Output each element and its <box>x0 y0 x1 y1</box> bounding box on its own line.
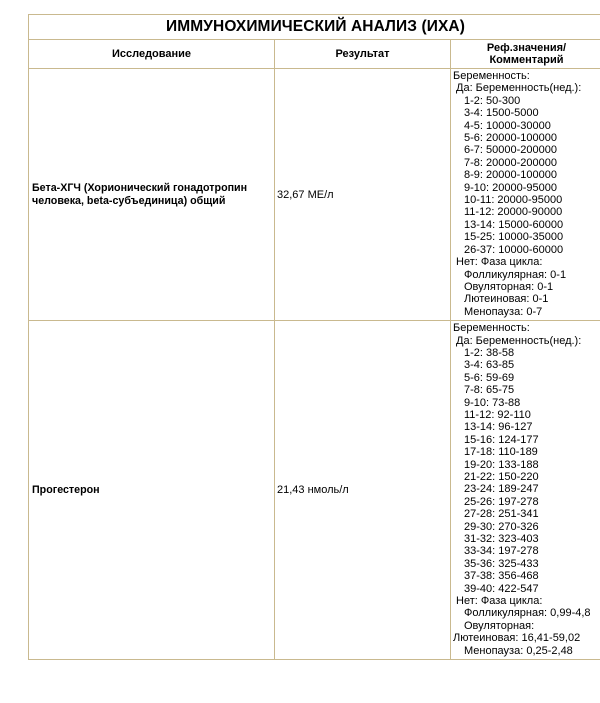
study-name-line1: Прогестерон <box>32 483 100 496</box>
study-name-line2: человека, beta-субъединица) общий <box>32 194 226 207</box>
reference-line: Менопауза: 0-7 <box>464 305 543 318</box>
reference-line: 7-8: 20000-200000 <box>464 156 557 169</box>
report-title: ИММУНОХИМИЧЕСКИЙ АНАЛИЗ (ИХА) <box>29 15 600 40</box>
header-study: Исследование <box>29 40 275 69</box>
reference-line: Нет: Фаза цикла: <box>456 256 543 269</box>
reference-line: 8-9: 20000-100000 <box>464 169 557 182</box>
reference-line: 15-16: 124-177 <box>464 433 539 446</box>
reference-line: 25-26: 197-278 <box>464 495 539 508</box>
reference-line: 11-12: 92-110 <box>464 408 531 421</box>
reference-line: Фолликулярная: 0-1 <box>464 268 567 281</box>
reference-line: Лютеиновая: 16,41-59,02 <box>453 632 581 645</box>
report-sheet <box>28 14 600 660</box>
reference-line: 13-14: 96-127 <box>464 421 533 434</box>
header-reference <box>451 40 600 69</box>
reference-line: 37-38: 356-468 <box>464 570 539 583</box>
reference-line: 13-14: 15000-60000 <box>464 218 564 231</box>
results-table <box>28 14 600 660</box>
reference-line: 9-10: 20000-95000 <box>464 181 557 194</box>
result-value: 32,67 МЕ/л <box>275 69 451 321</box>
reference-line: 9-10: 73-88 <box>464 396 521 409</box>
study-name-cell <box>29 321 275 660</box>
reference-line: Фолликулярная: 0,99-4,8 <box>464 607 591 620</box>
header-result: Результат <box>275 40 451 69</box>
reference-line: Беременность: <box>453 70 530 82</box>
reference-line: 35-36: 325-433 <box>464 557 539 570</box>
reference-line: 17-18: 110-189 <box>464 446 538 459</box>
table-row-progesterone <box>29 321 600 660</box>
result-value: 21,43 нмоль/л <box>275 321 451 660</box>
reference-line: 29-30: 270-326 <box>464 520 539 533</box>
reference-line: Да: Беременность(нед.): <box>456 82 582 95</box>
reference-line: 21-22: 150-220 <box>464 471 539 483</box>
reference-line: Овуляторная: <box>464 619 535 632</box>
reference-line: 1-2: 50-300 <box>464 94 521 107</box>
reference-line: 3-4: 1500-5000 <box>464 107 539 120</box>
reference-line: 3-4: 63-85 <box>464 359 515 372</box>
reference-line: 5-6: 20000-100000 <box>464 132 557 145</box>
reference-line: 31-32: 323-403 <box>464 533 539 546</box>
header-reference-line1: Реф.значения/ <box>486 42 567 54</box>
reference-line: Да: Беременность(нед.): <box>456 334 582 347</box>
reference-line: 11-12: 20000-90000 <box>464 206 563 219</box>
study-name-cell <box>29 69 275 321</box>
reference-line: 5-6: 59-69 <box>464 371 515 384</box>
reference-line: 15-25: 10000-35000 <box>464 231 564 244</box>
table-header-row <box>29 40 600 69</box>
reference-line: 4-5: 10000-30000 <box>464 119 551 132</box>
reference-values <box>451 321 600 660</box>
reference-line: 1-2: 38-58 <box>464 346 515 359</box>
reference-line: 26-37: 10000-60000 <box>464 243 564 256</box>
reference-line: 6-7: 50000-200000 <box>464 144 557 157</box>
reference-line: Овуляторная: 0-1 <box>464 280 554 293</box>
reference-line: 10-11: 20000-95000 <box>464 194 563 207</box>
reference-line: 27-28: 251-341 <box>464 508 539 521</box>
reference-line: Лютеиновая: 0-1 <box>464 293 549 306</box>
reference-line: 39-40: 422-547 <box>464 582 539 595</box>
reference-line: 19-20: 133-188 <box>464 458 539 471</box>
reference-line: Нет: Фаза цикла: <box>456 595 543 608</box>
reference-line: 33-34: 197-278 <box>464 545 539 558</box>
reference-line: 7-8: 65-75 <box>464 384 515 397</box>
study-name-line1: Бета-ХГЧ (Хорионический гонадотропин <box>32 181 248 194</box>
reference-line: Беременность: <box>453 322 530 335</box>
reference-line: Менопауза: 0,25-2,48 <box>464 644 573 657</box>
reference-line: 23-24: 189-247 <box>464 483 539 496</box>
table-row-hcg <box>29 69 600 321</box>
header-reference-line2: Комментарий <box>489 54 564 66</box>
reference-values <box>451 69 600 321</box>
